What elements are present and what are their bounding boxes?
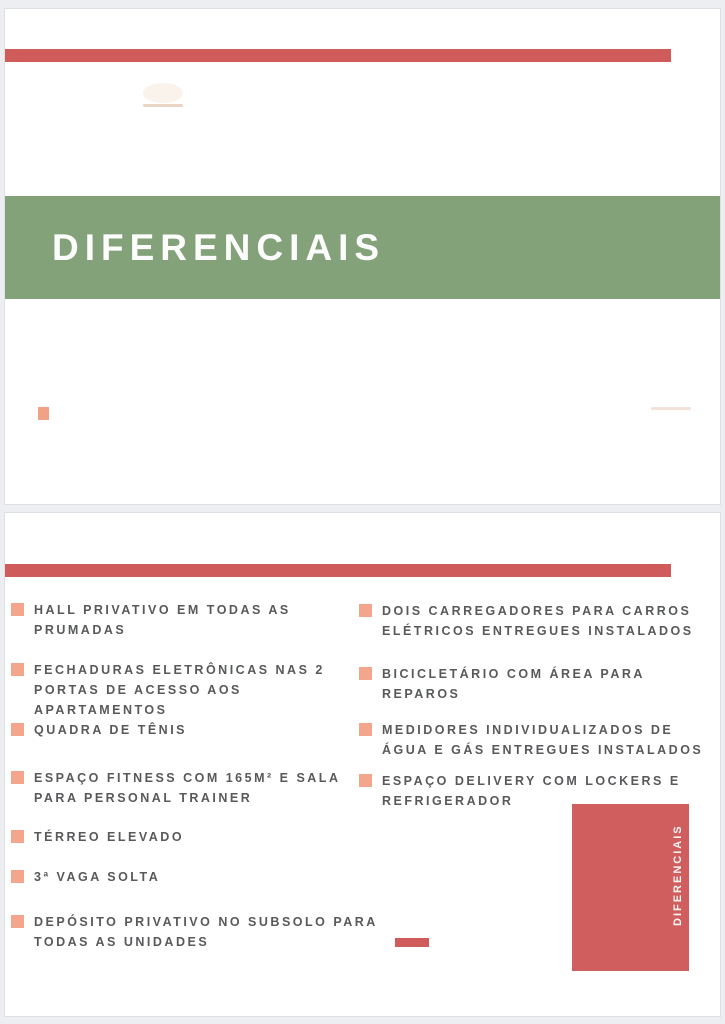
bullet-square-icon	[11, 915, 24, 928]
bullet-square-icon	[11, 830, 24, 843]
bullet-square-icon	[11, 663, 24, 676]
bullet-column-left	[11, 600, 378, 952]
list-item-line: APARTAMENTOS	[34, 703, 168, 717]
list-item	[11, 827, 371, 847]
list-item-line: REPAROS	[382, 687, 461, 701]
bullet-square-icon	[359, 774, 372, 787]
list-item-text	[34, 827, 184, 847]
bullet-square-icon	[359, 667, 372, 680]
salmon-marker-square	[38, 407, 49, 420]
top-accent-bar	[5, 49, 671, 62]
title-band	[5, 196, 721, 299]
list-item	[11, 912, 378, 952]
bullet-square-icon	[359, 723, 372, 736]
list-item-text	[382, 664, 645, 704]
list-item-line: PORTAS DE ACESSO AOS	[34, 683, 242, 697]
slide-title-page	[4, 8, 721, 505]
bullet-square-icon	[11, 870, 24, 883]
list-item-line: REFRIGERADOR	[382, 794, 514, 808]
vertical-side-label: DIFERENCIAIS	[672, 824, 684, 926]
list-item-text	[34, 660, 325, 720]
list-item-line: DEPÓSITO PRIVATIVO NO SUBSOLO PARA	[34, 915, 378, 929]
list-item-line: TODAS AS UNIDADES	[34, 935, 210, 949]
list-item-text	[382, 601, 694, 641]
list-item-text	[382, 720, 703, 760]
bullet-column-right	[359, 601, 719, 811]
bullet-square-icon	[11, 723, 24, 736]
list-item-text	[34, 912, 378, 952]
list-item	[11, 600, 371, 640]
list-item	[11, 768, 371, 808]
list-item-text	[34, 768, 340, 808]
side-label-rect	[572, 804, 689, 971]
faint-logo-underline	[143, 104, 183, 107]
list-item	[359, 720, 719, 760]
page-title: DIFERENCIAIS	[52, 226, 386, 268]
list-item-line: PRUMADAS	[34, 623, 127, 637]
bullet-square-icon	[359, 604, 372, 617]
list-item-line: MEDIDORES INDIVIDUALIZADOS DE	[382, 723, 674, 737]
list-item	[11, 660, 371, 720]
list-item-line: FECHADURAS ELETRÔNICAS NAS 2	[34, 663, 325, 677]
list-item	[11, 867, 371, 887]
list-item	[11, 720, 371, 740]
list-item-text	[34, 720, 187, 740]
list-item-line: TÉRREO ELEVADO	[34, 830, 185, 844]
list-item-text	[34, 600, 291, 640]
list-item-line: ELÉTRICOS ENTREGUES INSTALADOS	[382, 624, 694, 638]
list-item-line: ÁGUA E GÁS ENTREGUES INSTALADOS	[382, 743, 704, 757]
bullet-square-icon	[11, 771, 24, 784]
list-item-text	[34, 867, 160, 887]
list-item-line: ESPAÇO DELIVERY COM LOCKERS E	[382, 774, 681, 788]
list-item-line: DOIS CARREGADORES PARA CARROS	[382, 604, 692, 618]
list-item-line: ESPAÇO FITNESS COM 165M² E SALA	[34, 771, 341, 785]
slide-differentials-list	[4, 512, 721, 1017]
list-item-line: QUADRA DE TÊNIS	[34, 723, 188, 737]
list-item-line: BICICLETÁRIO COM ÁREA PARA	[382, 667, 645, 681]
list-item-line: PARA PERSONAL TRAINER	[34, 791, 253, 805]
faint-logo-mark	[143, 83, 183, 103]
list-item-line: 3ª VAGA SOLTA	[34, 870, 161, 884]
bullet-square-icon	[11, 603, 24, 616]
list-item	[359, 601, 719, 641]
red-dash-decoration	[395, 938, 429, 947]
list-item-line: HALL PRIVATIVO EM TODAS AS	[34, 603, 291, 617]
top-accent-bar	[5, 564, 671, 577]
faint-decorative-line	[651, 407, 691, 410]
list-item	[359, 664, 719, 704]
